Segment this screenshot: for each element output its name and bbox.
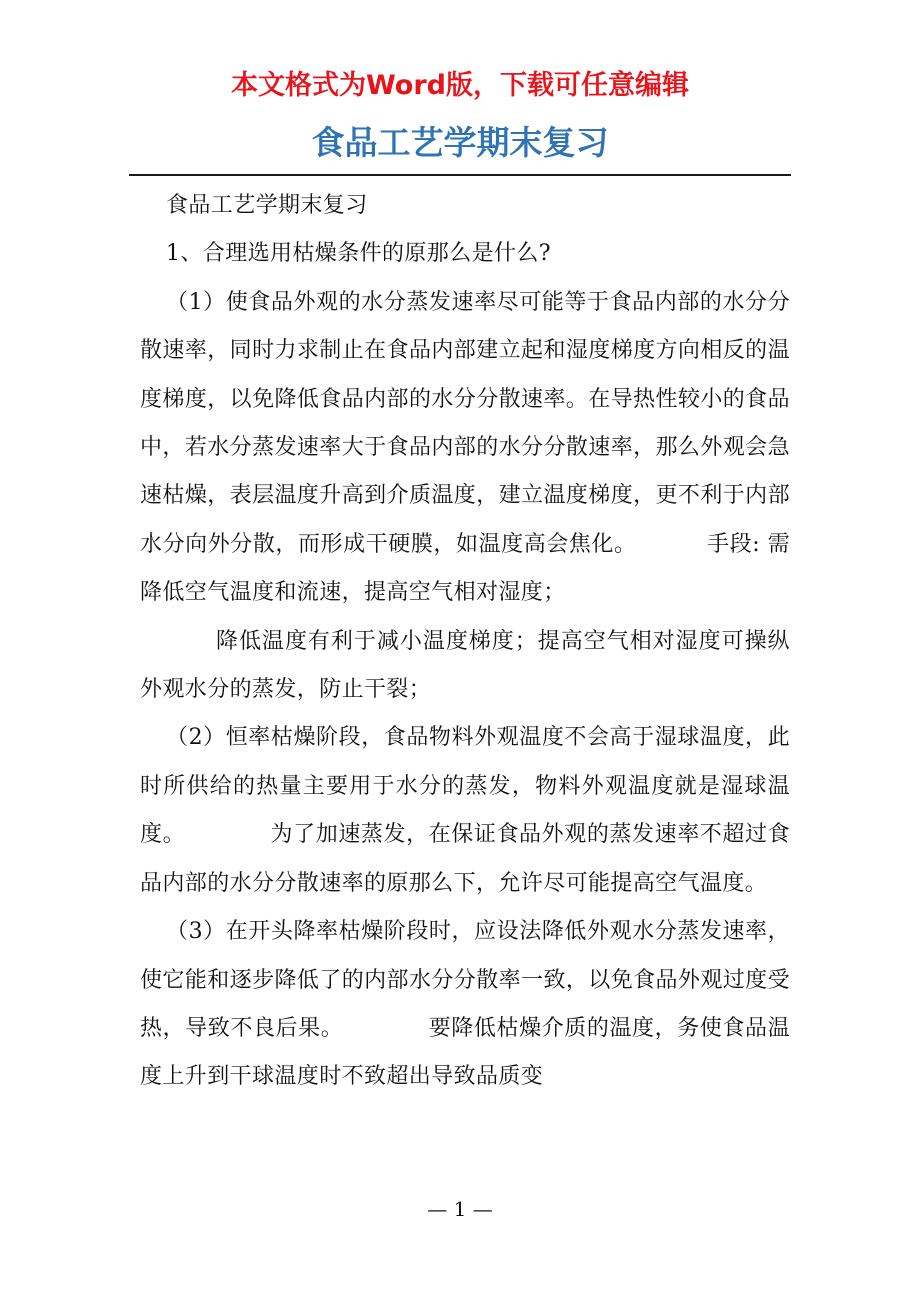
answer-item-3 <box>140 908 790 1102</box>
question-1: 1、合理选用枯燥条件的原那么是什么? <box>166 241 551 267</box>
answer-item-1-method: 手段: 需降低空气温度和流速，提高空气相对湿度； <box>140 531 790 606</box>
answer-item-1 <box>140 279 790 618</box>
answer-item-2 <box>140 714 790 908</box>
page-number: — 1 — <box>427 1197 493 1221</box>
answer-item-2-method: 为了加速蒸发，在保证食品外观的蒸发速率不超过食品内部的水分分散速率的原那么下，允许尽可能提高空气温度。 <box>140 822 790 896</box>
answer-item-3-method: 要降低枯燥介质的温度，务使食品温度上升到干球温度时不致超出导致品质变 <box>140 1015 790 1090</box>
heading-rule <box>129 174 791 176</box>
document-body <box>140 182 790 1102</box>
answer-item-1-note: 降低温度有利于减小温度梯度；提高空气相对湿度可操纵外观水分的蒸发，防止干裂； <box>140 628 790 703</box>
body-title: 食品工艺学期末复习 <box>166 193 368 218</box>
answer-item-2-text: （2）恒率枯燥阶段，食品物料外观温度不会高于湿球温度，此时所供给的热量主要用于水分的蒸发，物料外观温度就是湿球温度。 <box>140 725 790 848</box>
document-heading: 食品工艺学期末复习 <box>311 123 609 162</box>
answer-item-3-text: （3）在开头降率枯燥阶段时，应设法降低外观水分蒸发速率，使它能和逐步降低了的内部水分分散率一致，以免食品外观过度受热，导致不良后果。 <box>140 919 790 1041</box>
word-format-banner: 本文格式为Word版，下载可任意编辑 <box>230 70 689 101</box>
answer-item-1-text: （1）使食品外观的水分蒸发速率尽可能等于食品内部的水分分散速率，同时力求制止在食品内部建立起和湿度梯度方向相反的温度梯度，以免降低食品内部的水分分散速率。在导热性较小的食品中，若水分蒸发速率大于食品内部的水分分散速率，那么外观会急速枯燥，表层温度升高到介质温度，建立温度梯度，更不利于内部水分向外分散，而形成干硬膜，如温度高会焦化。 <box>140 289 790 557</box>
